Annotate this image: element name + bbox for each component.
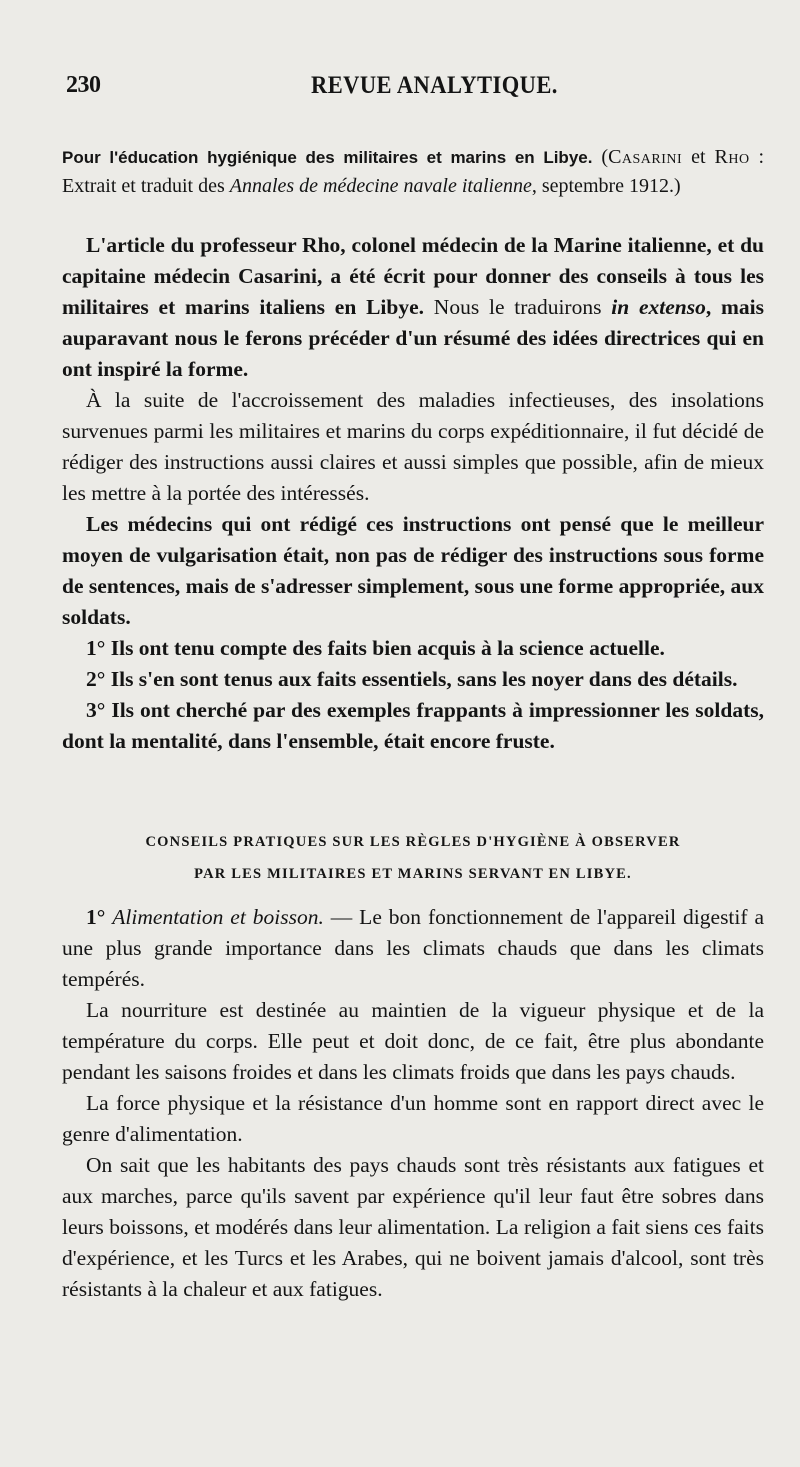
article-title-paren: (: [601, 146, 609, 168]
section-p1-heading: Alimentation et boisson.: [112, 905, 324, 929]
section-paragraph-2: La nourriture est destinée au maintien de la vigueur physique et de la température du corps. Elle peut et doit donc, de ce fait, être plus abondante pendant les saisons froides et dans les climats froids que dans les pays chauds.: [62, 998, 764, 1084]
intro-section: [62, 230, 764, 757]
intro-paragraph-3: Les médecins qui ont rédigé ces instructions ont pensé que le meilleur moyen de vulgarisation était, non pas de rédiger des instructions sous forme de sentences, mais de s'adresser simplement, sous une forme appropriée, aux soldats.: [62, 512, 764, 629]
intro-paragraph-1: [62, 230, 764, 385]
intro-item-3: 3° Ils ont cherché par des exemples frappants à impressionner les soldats, dont la mentalité, dans l'ensemble, était encore fruste.: [62, 698, 764, 753]
source-prefix: : Extrait et traduit des: [62, 146, 765, 197]
intro-p1-italic: in extenso: [611, 295, 706, 319]
section-paragraph-1: [62, 902, 764, 995]
article-title-bold: Pour l'éducation hygiénique des militaires et marins en Libye.: [62, 148, 593, 167]
author-conjunction: et: [691, 146, 706, 168]
page-header: [66, 72, 746, 106]
intro-paragraph-2: À la suite de l'accroissement des maladies infectieuses, des insolations survenues parmi les militaires et marins du corps expéditionnaire, il fut décidé de rédiger des instructions aussi claires et aussi simples que possible, afin de mieux les mettre à la portée des intéressés.: [62, 388, 764, 505]
journal-name: Annales de médecine navale italienne: [229, 175, 532, 197]
section-paragraph-3: La force physique et la résistance d'un homme sont en rapport direct avec le genre d'alimentation.: [62, 1091, 764, 1146]
section-p1-number: 1°: [86, 905, 106, 929]
intro-item-2: 2° Ils s'en sont tenus aux faits essentiels, sans les noyer dans des détails.: [86, 667, 738, 691]
section-title: [62, 826, 764, 890]
running-head: REVUE ANALYTIQUE.: [311, 72, 558, 99]
section-paragraph-4: On sait que les habitants des pays chauds sont très résistants aux fatigues et aux marches, parce qu'ils savent par expérience qu'il leur faut être sobres dans leurs boissons, et modérés dans leur alimentation. La religion a fait siens ces faits d'expérience, et les Turcs et les Arabes, qui ne boivent jamais d'alcool, sont très résistants à la chaleur et aux fatigues.: [62, 1153, 764, 1301]
author-casarini: Casarini: [608, 146, 683, 168]
section-p1-text: — Le bon fonctionnement de l'appareil digestif a une plus grande importance dans les climats chauds que dans les climats tempérés.: [62, 905, 765, 991]
section-body: [62, 902, 764, 1305]
publication-date: , septembre 1912.): [531, 175, 681, 197]
section-title-line-2: PAR LES MILITAIRES ET MARINS SERVANT EN LIBYE.: [194, 866, 632, 882]
intro-item-1: 1° Ils ont tenu compte des faits bien acquis à la science actuelle.: [86, 636, 665, 660]
page-number: 230: [66, 72, 101, 98]
article-title: [62, 143, 764, 200]
intro-p1-normal: Nous le traduirons: [433, 295, 602, 319]
intro-p1-after: , mais auparavant nous le ferons précéder d'un résumé des idées directrices qui en ont inspiré la forme.: [62, 295, 764, 381]
author-rho: Rho: [714, 146, 750, 168]
intro-p1-bold: L'article du professeur Rho, colonel médecin de la Marine italienne, et du capitaine médecin Casarini, a été écrit pour donner des conseils à tous les militaires et marins italiens en Libye.: [62, 233, 764, 319]
section-title-line-1: CONSEILS PRATIQUES SUR LES RÈGLES D'HYGIÈNE À OBSERVER: [145, 834, 681, 850]
